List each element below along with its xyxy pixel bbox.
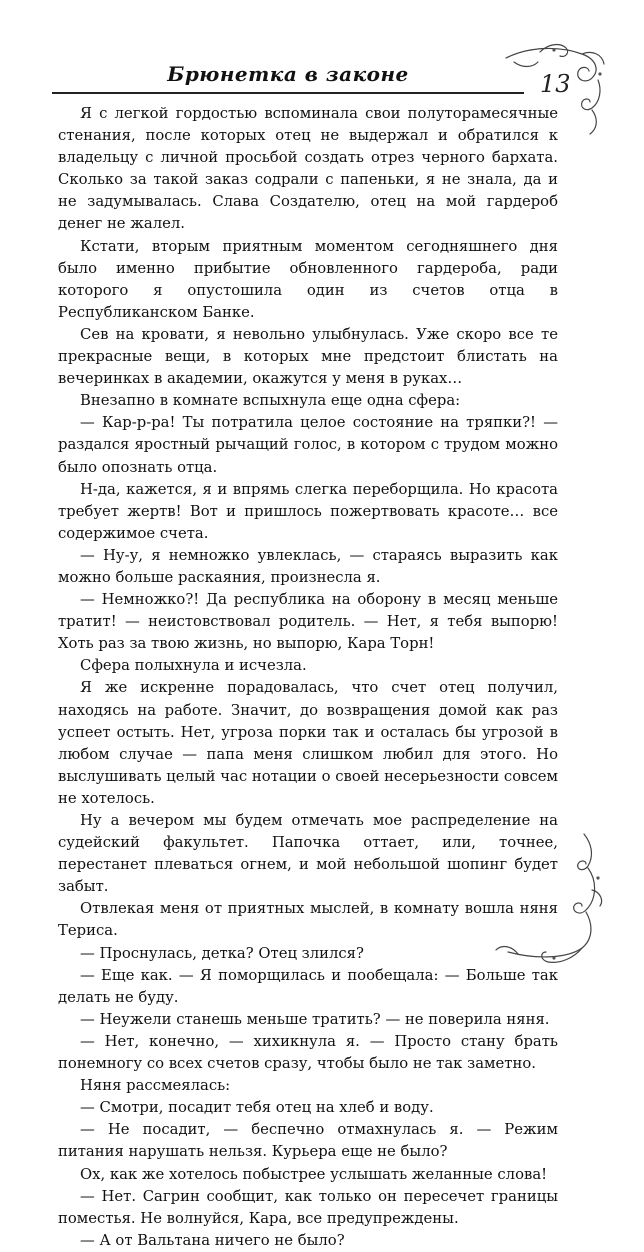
paragraph: Внезапно в комнате вспыхнула еще одна сфера: [80,392,461,410]
paragraph: — Проснулась, детка? Отец злился? [80,944,364,962]
page-number: 13 [540,70,571,98]
header-rule [52,92,524,94]
paragraph: Н-да, кажется, я и впрямь слегка переборщила. Но красота требует жертв! Вот и пришлось пожертвовать красоте… все содержимое счета. [58,480,558,542]
paragraph: — Ну-у, я немножко увлеклась, — стараясь выразить как можно больше раскаяния, произнесла я. [58,546,558,586]
paragraph: Я же искренне порадовалась, что счет отец получил, находясь на работе. Значит, до возвращения домой как раз успеет остыть. Нет, угроза порки так и осталась бы угрозой в любом случае — папа меня слишком любил для этого. Но выслушивать целый час нотации о своей несерьезности совсем не хотелось. [58,679,558,807]
paragraph: Сфера полыхнула и исчезла. [80,657,307,675]
paragraph: Няня рассмеялась: [80,1077,231,1095]
paragraph: Я с легкой гордостью вспоминала свои полуторамесячные стенания, после которых отец не выдержал и обратился к владельцу с личной просьбой создать отрез черного бархата. Сколько за такой заказ содрали с папеньки, я не знала, да и не задумывалась. Слава Создателю, отец на мой гардероб денег не жалел. [58,105,558,233]
paragraph: Ох, как же хотелось побыстрее услышать желанные слова! [80,1165,548,1183]
paragraph: — Неужели станешь меньше тратить? — не поверила няня. [80,1010,550,1028]
paragraph: — Не посадит, — беспечно отмахнулась я. — Режим питания нарушать нельзя. Курьера еще не было? [58,1121,558,1161]
paragraph: — Кар-р-ра! Ты потратила целое состояние на тряпки?! — раздался яростный рычащий голос, в котором с трудом можно было опознать отца. [58,414,558,476]
paragraph: — А от Вальтана ничего не было? [80,1231,345,1249]
paragraph: — Немножко?! Да республика на оборону в месяц меньше тратит! — неистовствовал родитель. — Нет, я тебя выпорю! Хоть раз за твою жизнь, но выпорю, Кара Торн! [58,591,558,653]
paragraph: — Смотри, посадит тебя отец на хлеб и воду. [80,1099,434,1117]
paragraph: Отвлекая меня от приятных мыслей, в комнату вошла няня Териса. [58,900,558,940]
paragraph: Сев на кровати, я невольно улыбнулась. Уже скоро все те прекрасные вещи, в которых мне предстоит блистать на вечеринках в академии, окажутся у меня в руках… [58,325,558,388]
paragraph: — Нет, конечно, — хихикнула я. — Просто стану брать понемногу со всех счетов сразу, чтобы было не так заметно. [58,1032,558,1073]
running-title: Брюнетка в законе [167,62,409,86]
paragraph: Кстати, вторым приятным моментом сегодняшнего дня было именно прибытие обновленного гардероба, ради которого я опустошила один из счетов отца в Республиканском Банке. [58,237,558,321]
paragraph: — Еще как. — Я поморщилась и пообещала: — Больше так делать не буду. [58,966,558,1006]
paragraph: Ну а вечером мы будем отмечать мое распределение на судейский факультет. Папочка оттает, или, точнее, перестанет плеваться огнем, и мой небольшой шопинг будет забыт. [58,812,558,896]
paragraph: — Нет. Сагрин сообщит, как только он пересечет границы поместья. Не волнуйся, Кара, все предупреждены. [58,1187,558,1227]
body-text [58,103,558,1252]
